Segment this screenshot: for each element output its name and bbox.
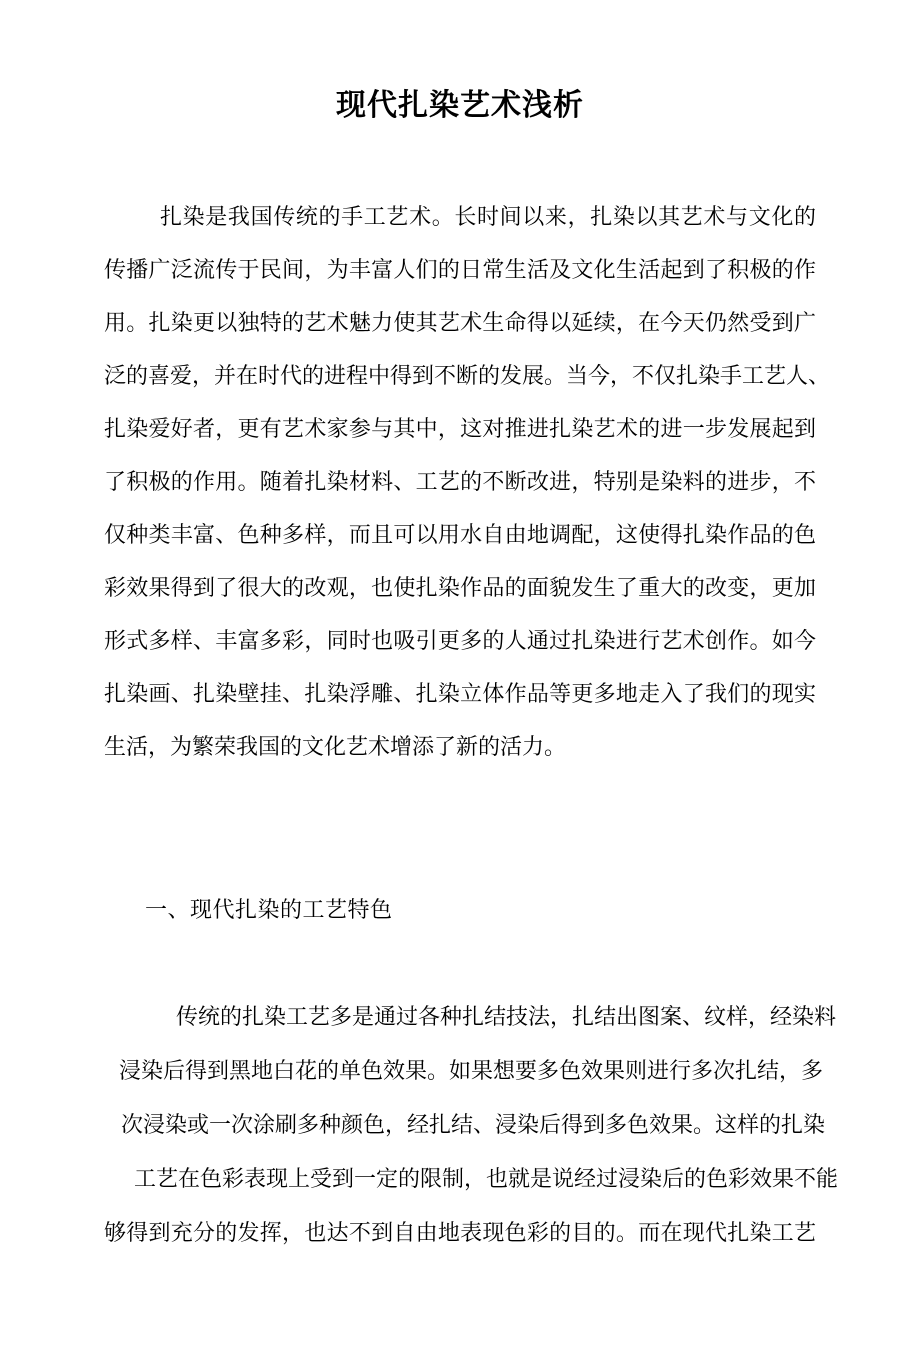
text-line: 泛的喜爱，并在时代的进程中得到不断的发展。当今，不仅扎染手工艺人、 <box>104 363 831 388</box>
text-line: 工艺在色彩表现上受到一定的限制，也就是说经过浸染后的色彩效果不能 <box>134 1166 839 1191</box>
text-line: 了积极的作用。随着扎染材料、工艺的不断改进，特别是染料的进步，不 <box>104 469 816 494</box>
paragraph-2 <box>104 990 839 1260</box>
section-heading: 一、现代扎染的工艺特色 <box>145 897 393 922</box>
text-line: 用。扎染更以独特的艺术魅力使其艺术生命得以延续，在今天仍然受到广 <box>104 310 816 335</box>
text-line: 扎染是我国传统的手工艺术。长时间以来，扎染以其艺术与文化的 <box>160 204 816 229</box>
text-line: 传播广泛流传于民间，为丰富人们的日常生活及文化生活起到了积极的作 <box>104 257 816 282</box>
text-line: 仅种类丰富、色种多样，而且可以用水自由地调配，这使得扎染作品的色 <box>104 522 816 547</box>
paragraph-1 <box>104 190 831 773</box>
text-line: 扎染画、扎染壁挂、扎染浮雕、扎染立体作品等更多地走入了我们的现实 <box>104 681 816 706</box>
text-line: 彩效果得到了很大的改观，也使扎染作品的面貌发生了重大的改变，更加 <box>104 575 816 600</box>
text-line: 形式多样、丰富多彩，同时也吸引更多的人通过扎染进行艺术创作。如今 <box>104 628 816 653</box>
text-line: 浸染后得到黑地白花的单色效果。如果想要多色效果则进行多次扎结，多 <box>119 1058 824 1083</box>
text-line: 次浸染或一次涂刷多种颜色，经扎结、浸染后得到多色效果。这样的扎染 <box>121 1112 826 1137</box>
text-line: 扎染爱好者，更有艺术家参与其中，这对推进扎染艺术的进一步发展起到 <box>104 416 816 441</box>
text-line: 够得到充分的发挥，也达不到自由地表现色彩的目的。而在现代扎染工艺 <box>104 1220 816 1245</box>
document-title: 现代扎染艺术浅析 <box>336 89 584 122</box>
text-line: 生活，为繁荣我国的文化艺术增添了新的活力。 <box>104 734 567 759</box>
text-line: 传统的扎染工艺多是通过各种扎结技法，扎结出图案、纹样，经染料 <box>176 1004 837 1029</box>
